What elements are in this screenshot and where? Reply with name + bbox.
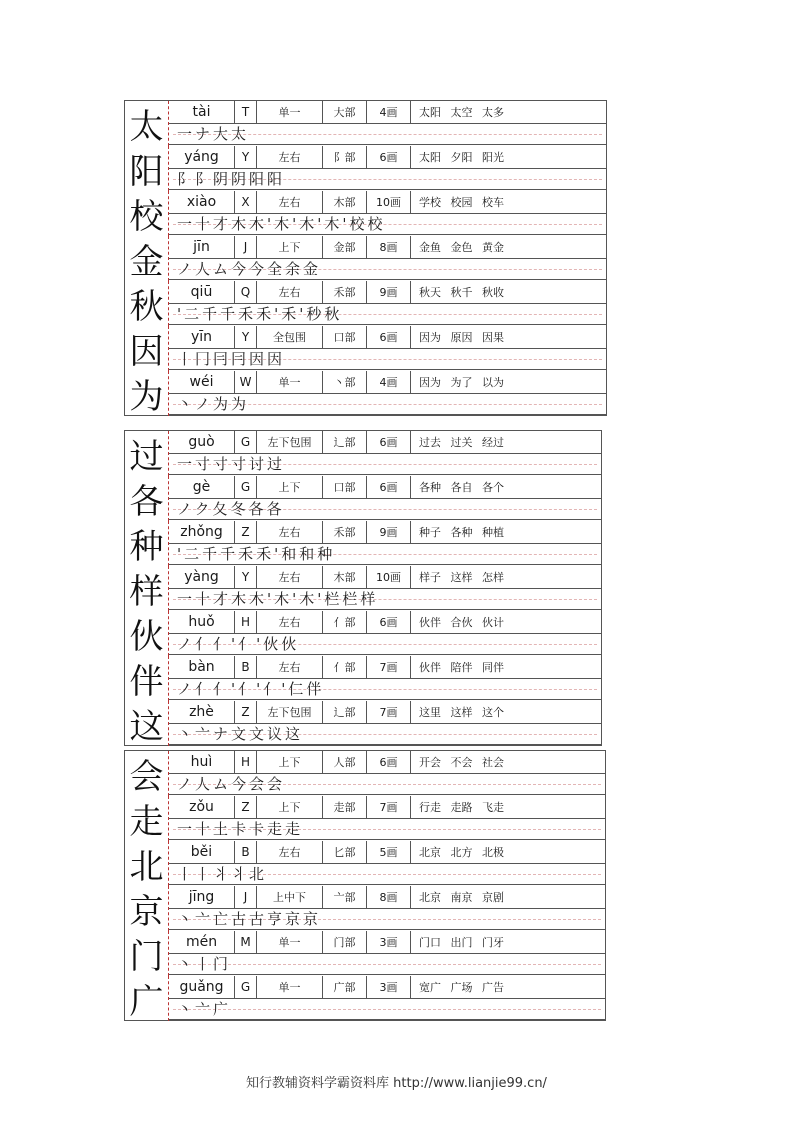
initial-letter: M: [235, 931, 257, 953]
stroke-count: 6画: [367, 476, 411, 498]
info-row: [169, 611, 601, 634]
structure: 左右: [257, 611, 323, 633]
initial-letter: Y: [235, 566, 257, 588]
stroke-order-row: [169, 303, 606, 325]
example-words: 门口 出门 门牙: [419, 936, 504, 949]
hanzi-character: 会: [125, 751, 169, 796]
hanzi-character: 各: [125, 476, 169, 521]
stroke-order: 一十土卡卡走走: [177, 820, 304, 838]
character-entry: [125, 476, 601, 521]
stroke-order: ノ亻亻'亻'伙伙: [177, 635, 300, 653]
pinyin: jīn: [169, 236, 235, 258]
example-words: 太阳 夕阳 阳光: [419, 151, 504, 164]
stroke-order: 丶ノ为为: [177, 395, 250, 413]
example-words: 金鱼 金色 黄金: [419, 241, 504, 254]
stroke-count: 8画: [367, 236, 411, 258]
character-entry: [125, 976, 605, 1021]
pinyin: guò: [169, 431, 235, 453]
stroke-count: 6画: [367, 146, 411, 168]
stroke-order-row: [169, 588, 601, 610]
hanzi-character: 样: [125, 566, 169, 611]
hanzi-character: 金: [125, 236, 169, 281]
character-entry: [125, 146, 606, 191]
hanzi-character: 广: [125, 976, 169, 1021]
initial-letter: Z: [235, 521, 257, 543]
character-entry: [125, 931, 605, 976]
example-words: 伙伴 陪伴 同伴: [419, 661, 504, 674]
initial-letter: Z: [235, 796, 257, 818]
info-row: [169, 431, 601, 454]
info-row: [169, 841, 605, 864]
info-row: [169, 796, 605, 819]
example-words: 太阳 太空 太多: [419, 106, 504, 119]
info-row: [169, 191, 606, 214]
pinyin: zhè: [169, 701, 235, 723]
initial-letter: B: [235, 841, 257, 863]
structure: 单一: [257, 101, 323, 123]
radical: 口部: [323, 326, 367, 348]
stroke-order: 一寸寸寸讨过: [177, 455, 286, 473]
hanzi-character: 京: [125, 886, 169, 931]
example-words: 行走 走路 飞走: [419, 801, 504, 814]
pinyin: tài: [169, 101, 235, 123]
initial-letter: H: [235, 611, 257, 633]
stroke-count: 5画: [367, 841, 411, 863]
info-row: [169, 101, 606, 124]
character-entry: [125, 841, 605, 886]
stroke-order-row: [169, 213, 606, 235]
pinyin: qiū: [169, 281, 235, 303]
footer-watermark: 知行教辅资料学霸资料库 http://www.lianjie99.cn/: [246, 1076, 547, 1091]
character-entry: [125, 371, 606, 416]
info-row: [169, 326, 606, 349]
initial-letter: J: [235, 886, 257, 908]
hanzi-character: 这: [125, 701, 169, 746]
character-block: [124, 750, 606, 1021]
character-entry: [125, 886, 605, 931]
stroke-order: 一ナ大太: [177, 125, 250, 143]
structure: 左下包围: [257, 701, 323, 723]
character-entry: [125, 281, 606, 326]
stroke-count: 8画: [367, 886, 411, 908]
hanzi-character: 因: [125, 326, 169, 371]
structure: 上下: [257, 796, 323, 818]
structure: 左右: [257, 841, 323, 863]
radical: 辶部: [323, 701, 367, 723]
info-row: [169, 236, 606, 259]
initial-letter: T: [235, 101, 257, 123]
example-words: 因为 原因 因果: [419, 331, 504, 344]
structure: 左右: [257, 521, 323, 543]
character-entry: [125, 431, 601, 476]
example-words: 这里 这样 这个: [419, 706, 504, 719]
radical: 亻部: [323, 656, 367, 678]
radical: 人部: [323, 751, 367, 773]
example-words: 学校 校园 校车: [419, 196, 504, 209]
stroke-order-row: [169, 123, 606, 145]
character-block: [124, 430, 602, 746]
info-row: [169, 751, 605, 774]
radical: 亠部: [323, 886, 367, 908]
stroke-count: 3画: [367, 976, 411, 998]
example-words: 秋天 秋千 秋收: [419, 286, 504, 299]
radical: 木部: [323, 566, 367, 588]
info-row: [169, 281, 606, 304]
stroke-order: 丨丨丬丬北: [177, 865, 268, 883]
info-row: [169, 701, 601, 724]
example-words: 种子 各种 种植: [419, 526, 504, 539]
stroke-order-row: [169, 723, 601, 745]
radical: 门部: [323, 931, 367, 953]
initial-letter: G: [235, 976, 257, 998]
pinyin: zhǒng: [169, 521, 235, 543]
pinyin: yīn: [169, 326, 235, 348]
structure: 左右: [257, 566, 323, 588]
stroke-order: 丶丨门: [177, 955, 232, 973]
radical: 大部: [323, 101, 367, 123]
stroke-order-row: [169, 393, 606, 415]
character-entry: [125, 101, 606, 146]
structure: 左下包围: [257, 431, 323, 453]
example-words: 过去 过关 经过: [419, 436, 504, 449]
stroke-count: 6画: [367, 611, 411, 633]
structure: 左右: [257, 656, 323, 678]
hanzi-character: 伴: [125, 656, 169, 701]
stroke-count: 9画: [367, 281, 411, 303]
structure: 全包围: [257, 326, 323, 348]
structure: 上下: [257, 236, 323, 258]
character-entry: [125, 796, 605, 841]
radical: 广部: [323, 976, 367, 998]
radical: 丶部: [323, 371, 367, 393]
stroke-count: 3画: [367, 931, 411, 953]
character-entry: [125, 236, 606, 281]
initial-letter: Y: [235, 326, 257, 348]
pinyin: yáng: [169, 146, 235, 168]
character-entry: [125, 521, 601, 566]
hanzi-character: 种: [125, 521, 169, 566]
stroke-order: 丶亠亡古古亨京京: [177, 910, 322, 928]
stroke-order-row: [169, 953, 605, 975]
structure: 左右: [257, 146, 323, 168]
structure: 上下: [257, 751, 323, 773]
stroke-order-row: [169, 348, 606, 370]
pinyin: huǒ: [169, 611, 235, 633]
character-entry: [125, 751, 605, 796]
pinyin: zǒu: [169, 796, 235, 818]
pinyin: yàng: [169, 566, 235, 588]
character-block: [124, 100, 607, 416]
radical: 辶部: [323, 431, 367, 453]
stroke-count: 10画: [367, 566, 411, 588]
character-entry: [125, 656, 601, 701]
radical: 金部: [323, 236, 367, 258]
structure: 左右: [257, 191, 323, 213]
hanzi-character: 走: [125, 796, 169, 841]
hanzi-character: 为: [125, 371, 169, 416]
pinyin: xiào: [169, 191, 235, 213]
pinyin: huì: [169, 751, 235, 773]
stroke-order-row: [169, 818, 605, 840]
info-row: [169, 521, 601, 544]
pinyin: běi: [169, 841, 235, 863]
pinyin: bàn: [169, 656, 235, 678]
example-words: 因为 为了 以为: [419, 376, 504, 389]
stroke-order: 一十才木木'木'木'栏栏样: [177, 590, 379, 608]
stroke-order: 丨冂冃冃因因: [177, 350, 286, 368]
radical: 禾部: [323, 281, 367, 303]
stroke-order-row: [169, 773, 605, 795]
example-words: 各种 各自 各个: [419, 481, 504, 494]
hanzi-character: 校: [125, 191, 169, 236]
stroke-order-row: [169, 498, 601, 520]
stroke-order-row: [169, 998, 605, 1020]
initial-letter: X: [235, 191, 257, 213]
example-words: 样子 这样 怎样: [419, 571, 504, 584]
initial-letter: W: [235, 371, 257, 393]
info-row: [169, 476, 601, 499]
stroke-order: '二千千禾禾'禾'秒秋: [177, 305, 343, 323]
stroke-order: ノ人ム今今全余金: [177, 260, 322, 278]
hanzi-character: 太: [125, 101, 169, 146]
structure: 左右: [257, 281, 323, 303]
stroke-count: 9画: [367, 521, 411, 543]
structure: 上中下: [257, 886, 323, 908]
stroke-count: 6画: [367, 326, 411, 348]
stroke-count: 7画: [367, 701, 411, 723]
stroke-count: 10画: [367, 191, 411, 213]
hanzi-character: 北: [125, 841, 169, 886]
stroke-order: 丶亠广: [177, 1000, 232, 1018]
stroke-count: 7画: [367, 796, 411, 818]
stroke-order: ノク夂冬各各: [177, 500, 285, 518]
info-row: [169, 656, 601, 679]
hanzi-character: 伙: [125, 611, 169, 656]
stroke-order-row: [169, 633, 601, 655]
structure: 上下: [257, 476, 323, 498]
info-row: [169, 566, 601, 589]
stroke-order: '二千千禾禾'和和种: [177, 545, 336, 563]
info-row: [169, 371, 606, 394]
initial-letter: Q: [235, 281, 257, 303]
pinyin: mén: [169, 931, 235, 953]
example-words: 开会 不会 社会: [419, 756, 504, 769]
hanzi-character: 阳: [125, 146, 169, 191]
info-row: [169, 146, 606, 169]
hanzi-character: 秋: [125, 281, 169, 326]
structure: 单一: [257, 931, 323, 953]
info-row: [169, 931, 605, 954]
pinyin: wéi: [169, 371, 235, 393]
stroke-count: 6画: [367, 751, 411, 773]
stroke-order-row: [169, 258, 606, 280]
initial-letter: J: [235, 236, 257, 258]
example-words: 北京 北方 北极: [419, 846, 504, 859]
stroke-order-row: [169, 453, 601, 475]
character-entry: [125, 566, 601, 611]
stroke-order-row: [169, 678, 601, 700]
structure: 单一: [257, 976, 323, 998]
stroke-count: 6画: [367, 431, 411, 453]
radical: 木部: [323, 191, 367, 213]
character-entry: [125, 191, 606, 236]
stroke-order-row: [169, 908, 605, 930]
stroke-order-row: [169, 863, 605, 885]
example-words: 北京 南京 京剧: [419, 891, 504, 904]
pinyin: guǎng: [169, 976, 235, 998]
info-row: [169, 976, 605, 999]
radical: 口部: [323, 476, 367, 498]
initial-letter: G: [235, 476, 257, 498]
stroke-count: 7画: [367, 656, 411, 678]
radical: 亻部: [323, 611, 367, 633]
stroke-order: ノ人ム今会会: [177, 775, 286, 793]
initial-letter: Y: [235, 146, 257, 168]
initial-letter: H: [235, 751, 257, 773]
example-words: 伙伴 合伙 伙计: [419, 616, 504, 629]
stroke-order: ノ亻亻'亻'亻'仁伴: [177, 680, 325, 698]
stroke-order: 丶亠ナ文文议这: [177, 725, 304, 743]
stroke-order-row: [169, 543, 601, 565]
pinyin: gè: [169, 476, 235, 498]
stroke-order: 阝阝阴阴阳阳: [177, 170, 286, 188]
stroke-order-row: [169, 168, 606, 190]
radical: 禾部: [323, 521, 367, 543]
stroke-order: 一十才木木'木'木'木'校校: [177, 215, 386, 233]
radical: 匕部: [323, 841, 367, 863]
structure: 单一: [257, 371, 323, 393]
example-words: 宽广 广场 广告: [419, 981, 504, 994]
info-row: [169, 886, 605, 909]
character-entry: [125, 701, 601, 746]
initial-letter: Z: [235, 701, 257, 723]
initial-letter: B: [235, 656, 257, 678]
character-entry: [125, 326, 606, 371]
stroke-count: 4画: [367, 101, 411, 123]
pinyin: jīng: [169, 886, 235, 908]
hanzi-character: 门: [125, 931, 169, 976]
character-entry: [125, 611, 601, 656]
stroke-count: 4画: [367, 371, 411, 393]
hanzi-character: 过: [125, 431, 169, 476]
radical: 走部: [323, 796, 367, 818]
radical: 阝部: [323, 146, 367, 168]
initial-letter: G: [235, 431, 257, 453]
